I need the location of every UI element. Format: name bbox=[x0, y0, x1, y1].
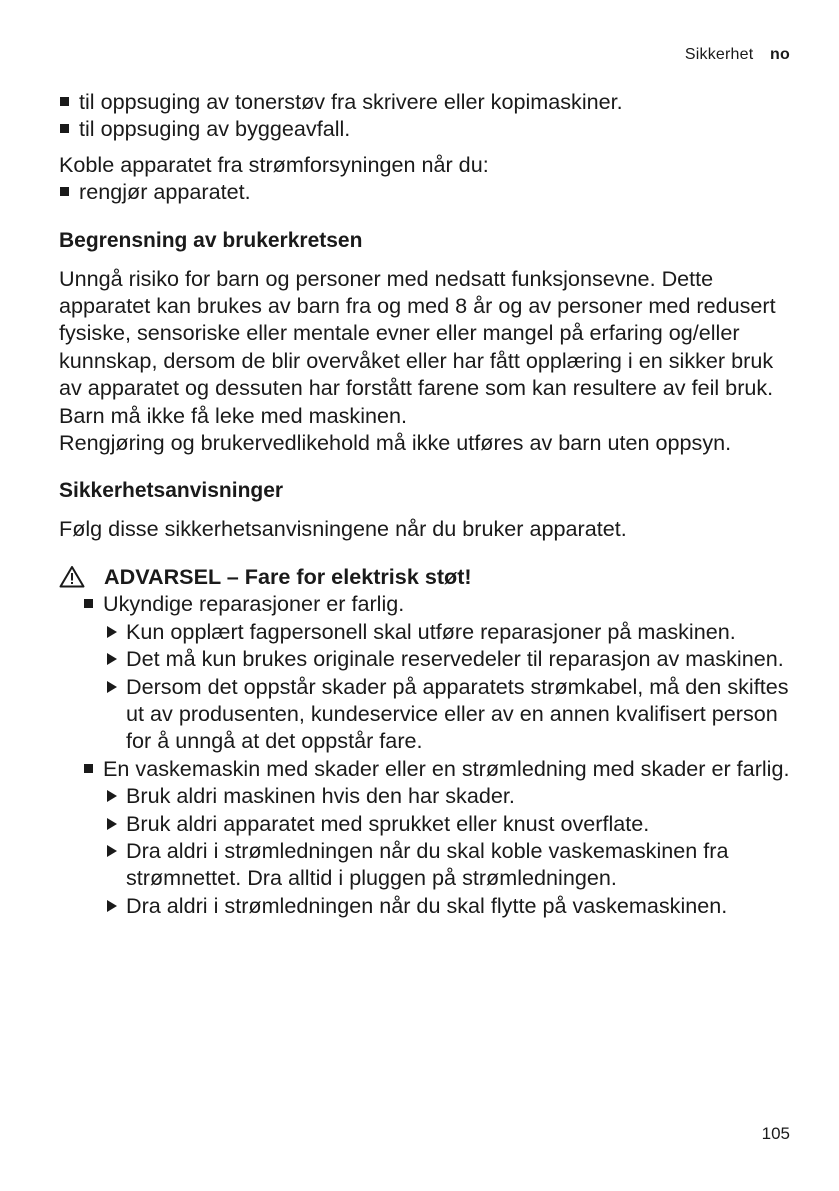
page-number: 105 bbox=[761, 1124, 790, 1143]
user-restriction-paragraph: Unngå risiko for barn og personer med nedsatt funksjonsevne. Dette apparatet kan brukes av barn fra og med 8 år og av personer med redusert fysiske, sensoriske eller mentale evner eller mangel på erfaring og/eller kunnskap, dersom de blir overvåket eller har fått opplæring i en sikker bruk av apparatet og dessuten har forstått farene som kan resultere av feil bruk. bbox=[59, 265, 776, 401]
warning-step bbox=[59, 673, 799, 755]
warning-group bbox=[59, 755, 799, 782]
warning-step-text: Dersom det oppstår skader på apparatets strømkabel, må den skiftes ut av produsenten, kundeservice eller av en annen kvalifisert person for å unngå at det oppstår fare. bbox=[126, 673, 789, 754]
list-item-text: rengjør apparatet. bbox=[79, 179, 251, 205]
list-item bbox=[59, 88, 799, 115]
children-play-note: Barn må ikke få leke med maskinen. bbox=[59, 402, 408, 428]
running-header bbox=[685, 46, 790, 64]
disconnect-instruction: Koble apparatet fra strømforsyningen når du: bbox=[59, 151, 489, 177]
step-arrow-icon bbox=[107, 790, 117, 802]
section-heading-user-restriction: Begrensning av brukerkretsen bbox=[59, 228, 363, 252]
warning-step-text: Dra aldri i strømledningen når du skal koble vaskemaskinen fra strømnettet. Dra alltid i pluggen på strømledningen. bbox=[126, 837, 729, 891]
warning-step bbox=[59, 645, 799, 672]
step-arrow-icon bbox=[107, 900, 117, 912]
step-arrow-icon bbox=[107, 681, 117, 693]
header-section-title: Sikkerhet bbox=[684, 46, 754, 63]
warning-step bbox=[59, 618, 799, 645]
list-item bbox=[59, 178, 799, 205]
list-item-text: til oppsuging av byggeavfall. bbox=[79, 116, 351, 142]
cleaning-supervision-note: Rengjøring og brukervedlikehold må ikke utføres av barn uten oppsyn. bbox=[59, 430, 732, 456]
step-arrow-icon bbox=[107, 653, 117, 665]
warning-step bbox=[59, 810, 799, 837]
warning-step bbox=[59, 782, 799, 809]
warning-step-text: Det må kun brukes originale reservedeler til reparasjon av maskinen. bbox=[126, 646, 784, 672]
bullet-square-icon bbox=[60, 187, 69, 196]
page-content bbox=[59, 88, 799, 919]
list-item-text: til oppsuging av tonerstøv fra skrivere eller kopimaskiner. bbox=[79, 89, 623, 114]
warning-step-text: Dra aldri i strømledningen når du skal flytte på vaskemaskinen. bbox=[126, 892, 728, 918]
safety-intro: Følg disse sikkerhetsanvisningene når du bruker apparatet. bbox=[59, 516, 627, 542]
warning-step bbox=[59, 837, 799, 892]
list-item bbox=[59, 115, 799, 142]
warning-step-text: Bruk aldri maskinen hvis den har skader. bbox=[126, 783, 515, 809]
step-arrow-icon bbox=[107, 818, 117, 830]
warning-step-text: Bruk aldri apparatet med sprukket eller knust overflate. bbox=[126, 810, 650, 836]
intro-list bbox=[59, 88, 799, 143]
warning-title: ADVARSEL – Fare for elektrisk støt! bbox=[104, 563, 472, 589]
step-arrow-icon bbox=[107, 845, 117, 857]
warning-step bbox=[59, 892, 799, 919]
warning-step-text: Kun opplært fagpersonell skal utføre reparasjoner på maskinen. bbox=[126, 618, 736, 644]
section-heading-safety-instructions: Sikkerhetsanvisninger bbox=[59, 479, 284, 503]
header-language-code: no bbox=[770, 46, 790, 63]
bullet-square-icon bbox=[60, 124, 69, 133]
warning-group-text: Ukyndige reparasjoner er farlig. bbox=[103, 591, 405, 617]
warning-triangle-icon bbox=[59, 565, 85, 588]
warning-group bbox=[59, 590, 799, 617]
bullet-square-icon bbox=[84, 599, 93, 608]
warning-heading bbox=[59, 563, 799, 590]
warning-group-text: En vaskemaskin med skader eller en strømledning med skader er farlig. bbox=[103, 755, 790, 781]
bullet-square-icon bbox=[84, 764, 93, 773]
step-arrow-icon bbox=[107, 626, 117, 638]
bullet-square-icon bbox=[60, 97, 69, 106]
